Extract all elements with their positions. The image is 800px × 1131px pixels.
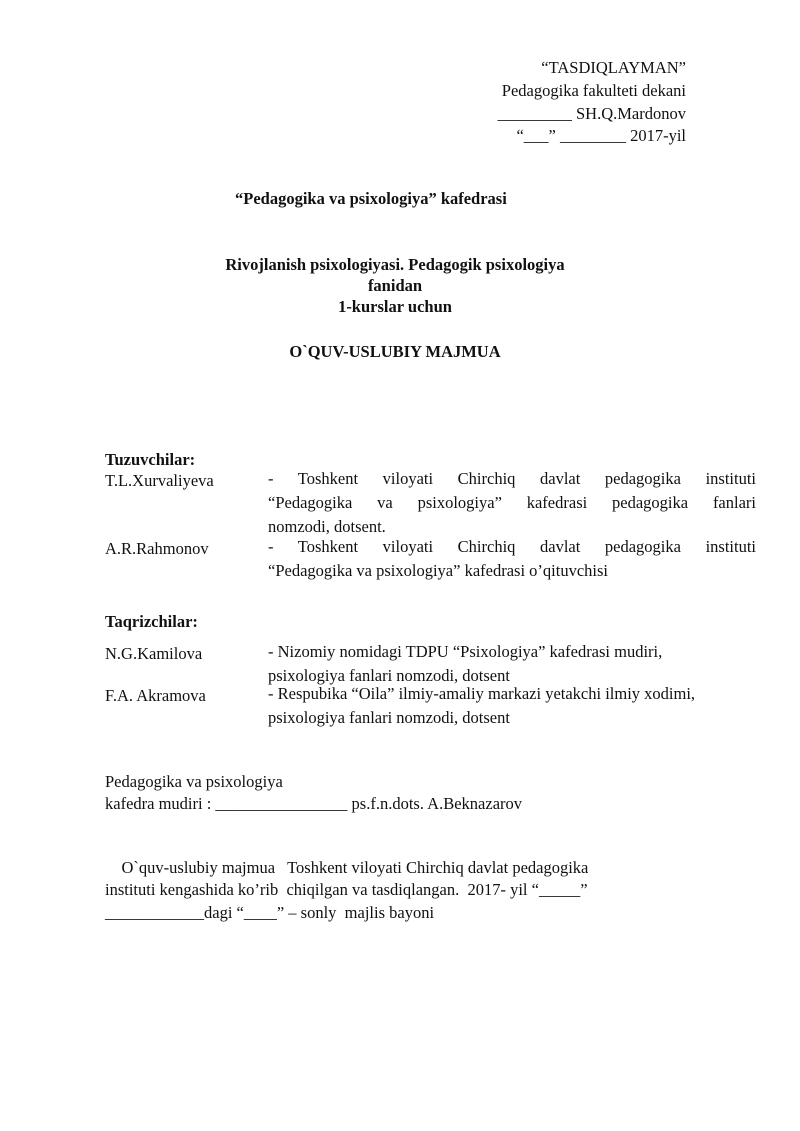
author-description-line: - Toshkent viloyati Chirchiq davlat pedagogika instituti	[268, 469, 756, 488]
reviewer-name: F.A. Akramova	[105, 686, 206, 705]
author-description	[268, 535, 756, 583]
reviewers-heading: Taqrizchilar:	[105, 612, 198, 631]
reviewer-description-line: - Nizomiy nomidagi TDPU “Psixologiya” kafedrasi mudiri,	[268, 642, 663, 661]
head-department-line-2: kafedra mudiri : ________________ ps.f.n.dots. A.Beknazarov	[105, 794, 523, 813]
author-description-line: “Pedagogika va psixologiya” kafedrasi o’qituvchisi	[268, 561, 608, 580]
approval-note-line-2: instituti kengashida ko’rib chiqilgan va tasdiqlangan. 2017- yil “_____”	[105, 880, 588, 899]
author-description-line: nomzodi, dotsent.	[268, 517, 386, 536]
author-name: T.L.Xurvaliyeva	[105, 471, 214, 490]
author-name: A.R.Rahmonov	[105, 539, 209, 558]
author-description-line: “Pedagogika va psixologiya” kafedrasi pedagogika fanlari	[268, 493, 756, 512]
subject-line-3: 1-kurslar uchun	[338, 297, 452, 316]
reviewer-description	[268, 682, 756, 730]
department-title: “Pedagogika va psixologiya” kafedrasi	[235, 189, 507, 208]
reviewer-description	[268, 640, 756, 688]
author-description-line: - Toshkent viloyati Chirchiq davlat pedagogika instituti	[268, 537, 756, 556]
authors-heading: Tuzuvchilar:	[105, 450, 196, 469]
reviewer-name: N.G.Kamilova	[105, 644, 203, 663]
author-description	[268, 467, 756, 539]
approval-signature-line: _________ SH.Q.Mardonov	[497, 104, 686, 123]
approval-note-line-3: ____________dagi “____” – sonly majlis bayoni	[105, 903, 435, 922]
reviewer-description-line: psixologiya fanlari nomzodi, dotsent	[268, 666, 510, 685]
reviewer-description-line: - Respubika “Oila” ilmiy-amaliy markazi yetakchi ilmiy xodimi,	[268, 684, 696, 703]
subject-line-1: Rivojlanish psixologiyasi. Pedagogik psixologiya	[225, 255, 565, 274]
approval-date-line: “___” ________ 2017-yil	[516, 126, 686, 145]
approval-note-line-1: O`quv-uslubiy majmua Toshkent viloyati Chirchiq davlat pedagogika	[105, 858, 589, 877]
subject-line-2: fanidan	[367, 276, 423, 295]
reviewer-description-line: psixologiya fanlari nomzodi, dotsent	[268, 708, 510, 727]
approval-position: Pedagogika fakulteti dekani	[501, 81, 686, 100]
head-department-line-1: Pedagogika va psixologiya	[105, 772, 283, 791]
approval-title: “TASDIQLAYMAN”	[541, 58, 686, 77]
document-title: O`QUV-USLUBIY MAJMUA	[289, 342, 501, 361]
